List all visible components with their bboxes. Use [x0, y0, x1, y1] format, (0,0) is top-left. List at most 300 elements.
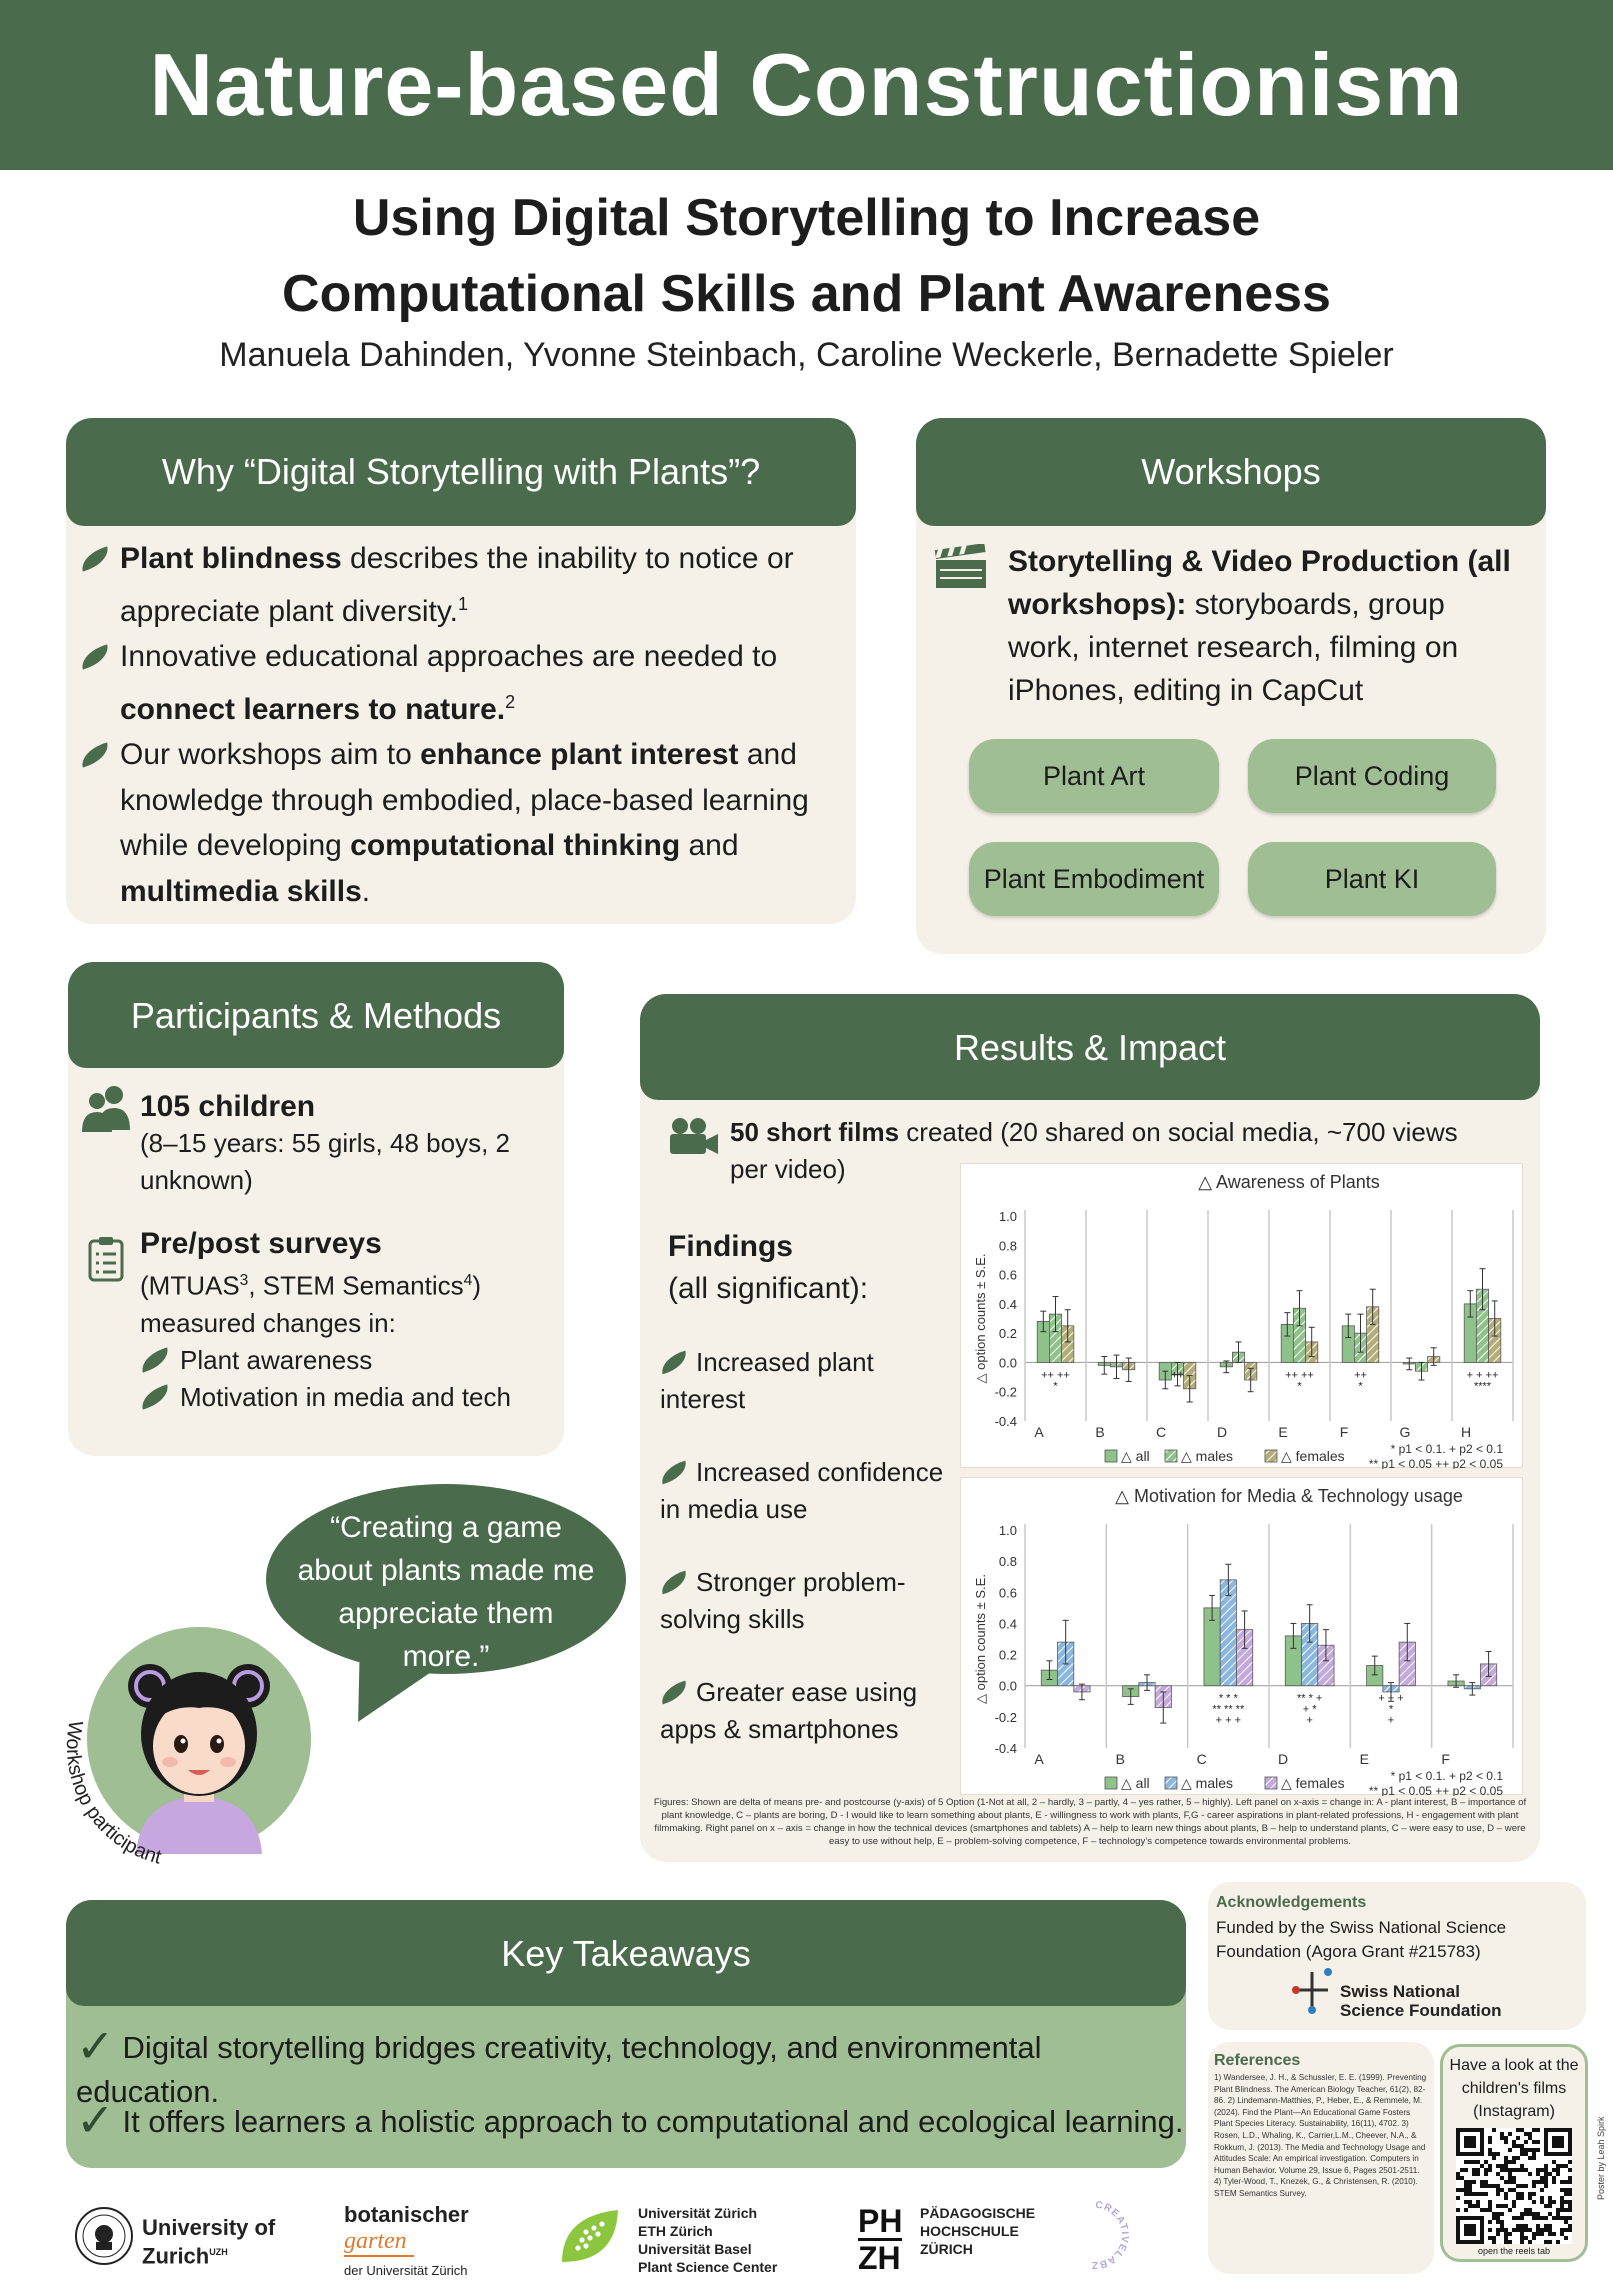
why-bullets	[78, 536, 848, 914]
qr-module	[1524, 2236, 1528, 2240]
qr-module	[1568, 2200, 1572, 2204]
takeaways-title: Key Takeaways	[501, 1933, 751, 1974]
qr-module	[1544, 2224, 1548, 2228]
qr-module	[1512, 2144, 1516, 2148]
x-tick-label: D	[1277, 1751, 1289, 1767]
qr-module	[1524, 2132, 1528, 2136]
clipboard-icon	[88, 1236, 124, 1282]
qr-module	[1520, 2196, 1524, 2200]
snsf-logo-icon	[1290, 1968, 1334, 2014]
figure-caption: Figures: Shown are delta of means pre- and postcourse (y-axis) of 5 Option (1-Not at all, 2 – hardly, 3 – partly, 4 – yes rather, 5 – highly). Left panel on x-axis = change in: A - plant interest, B – importance of plant knowledge, C – plants are boring, D - I would like to learn something about plants, E - willingness to work with plants, F,G - career aspirations in plant-related professions, H - engagement with plant filmmaking. Right panel on x – axis = change in how the technical devices (smartphones and tablets) A – help to learn new things about plants, B – help to understand plants, C – were easy to use, D – were easy to use without help, E – problem-solving competence, F – technology’s competence towards environmental problems.	[653, 1797, 1527, 1847]
qr-module	[1488, 2228, 1492, 2232]
qr-module	[1472, 2180, 1476, 2184]
qr-module	[1472, 2160, 1476, 2164]
qr-module	[1532, 2236, 1536, 2240]
leaf-icon	[78, 546, 112, 571]
qr-module	[1564, 2180, 1568, 2184]
qr-module	[1504, 2140, 1508, 2144]
ack-title: Acknowledgements	[1216, 1894, 1367, 1911]
x-tick-label: C	[1155, 1424, 1167, 1440]
qr-module	[1552, 2232, 1556, 2236]
qr-module	[1536, 2224, 1540, 2228]
x-tick-label: A	[1034, 1424, 1044, 1440]
qr-module	[1564, 2228, 1568, 2232]
significance-marker: ** ** **	[1212, 1703, 1245, 1716]
chart-title: △ Awareness of Plants	[1198, 1172, 1380, 1192]
y-tick-label: 0.2	[998, 1647, 1017, 1663]
qr-module	[1528, 2148, 1532, 2152]
legend-label: △ all	[1121, 1775, 1150, 1791]
qr-module	[1500, 2224, 1504, 2228]
qr-module	[1568, 2188, 1572, 2192]
qr-module	[1504, 2168, 1508, 2172]
x-tick-label: B	[1115, 1751, 1126, 1767]
creativelabz-text: CREATIVELABZ	[1090, 2200, 1130, 2270]
qr-module	[1496, 2172, 1500, 2176]
checkmark-icon: ✓	[76, 2020, 115, 2072]
why-header	[66, 418, 856, 526]
qr-module	[1568, 2180, 1572, 2184]
qr-module	[1464, 2168, 1468, 2172]
qr-module	[1504, 2180, 1508, 2184]
qr-module	[1516, 2196, 1520, 2200]
qr-module	[1524, 2208, 1528, 2212]
qr-module	[1512, 2180, 1516, 2184]
qr-module	[1484, 2172, 1488, 2176]
qr-module	[1536, 2172, 1540, 2176]
qr-module	[1560, 2164, 1564, 2168]
qr-module	[1492, 2236, 1496, 2240]
children-count: 105 children	[140, 1090, 316, 1123]
y-tick-label: -0.2	[994, 1384, 1017, 1400]
qr-module	[1504, 2204, 1508, 2208]
qr-module	[1460, 2168, 1464, 2172]
qr-module	[1560, 2228, 1564, 2232]
qr-module	[1564, 2188, 1568, 2192]
qr-module	[1512, 2188, 1516, 2192]
qr-module	[1548, 2240, 1552, 2244]
qr-module	[1512, 2168, 1516, 2172]
qr-module	[1560, 2180, 1564, 2184]
y-tick-label: 0.8	[998, 1238, 1017, 1254]
qr-module	[1564, 2200, 1568, 2204]
qr-module	[1492, 2156, 1496, 2160]
qr-module	[1468, 2200, 1472, 2204]
qr-module	[1520, 2236, 1524, 2240]
legend-swatch	[1265, 1450, 1277, 1462]
qr-module	[1532, 2148, 1536, 2152]
qr-module	[1568, 2216, 1572, 2220]
qr-module	[1508, 2188, 1512, 2192]
qr-module	[1476, 2160, 1480, 2164]
qr-module	[1528, 2228, 1532, 2232]
qr-module	[1456, 2172, 1460, 2176]
qr-module	[1520, 2128, 1524, 2132]
qr-module	[1456, 2176, 1460, 2180]
legend-label: △ females	[1281, 1775, 1345, 1791]
takeaways-header	[66, 1900, 1186, 2006]
qr-module	[1544, 2184, 1548, 2188]
qr-module	[1508, 2208, 1512, 2212]
qr-module	[1520, 2144, 1524, 2148]
qr-module	[1528, 2196, 1532, 2200]
qr-module	[1480, 2192, 1484, 2196]
significance-marker: *	[1297, 1380, 1302, 1393]
qr-module	[1556, 2212, 1560, 2216]
qr-module	[1568, 2168, 1572, 2172]
y-tick-label: 0.8	[998, 1554, 1017, 1570]
qr-module	[1548, 2228, 1552, 2232]
qr-module	[1468, 2204, 1472, 2208]
takeaway-1: ✓ Digital storytelling bridges creativity, technology, and environmental education.	[76, 2020, 1042, 2109]
poster-title: Nature-based Constructionism	[149, 35, 1464, 134]
qr-module	[1488, 2164, 1492, 2168]
qr-module	[1480, 2184, 1484, 2188]
qr-module	[1484, 2192, 1488, 2196]
qr-module	[1488, 2148, 1492, 2152]
qr-module	[1512, 2204, 1516, 2208]
qr-module	[1496, 2204, 1500, 2208]
qr-module	[1524, 2224, 1528, 2228]
qr-module	[1500, 2164, 1504, 2168]
qr-module	[1464, 2188, 1468, 2192]
qr-module	[1480, 2164, 1484, 2168]
qr-module	[1508, 2168, 1512, 2172]
qr-module	[1460, 2176, 1464, 2180]
qr-module	[1556, 2240, 1560, 2244]
qr-code[interactable]	[1456, 2128, 1572, 2244]
qr-module	[1496, 2220, 1500, 2224]
qr-module	[1556, 2216, 1560, 2220]
plant-science-center-logo-icon	[556, 2202, 630, 2276]
qr-module	[1540, 2188, 1544, 2192]
legend-swatch	[1165, 1777, 1177, 1789]
x-tick-label: B	[1095, 1424, 1105, 1440]
plant-science-center-text: Universität Zürich ETH Zürich Universität Basel Plant Science Center	[638, 2205, 778, 2275]
qr-module	[1500, 2176, 1504, 2180]
qr-module	[1524, 2168, 1528, 2172]
x-tick-label: F	[1339, 1424, 1349, 1440]
qr-module	[1544, 2164, 1548, 2168]
qr-module	[1512, 2160, 1516, 2164]
qr-module	[1544, 2172, 1548, 2176]
qr-module	[1552, 2216, 1556, 2220]
qr-module	[1488, 2140, 1492, 2144]
qr-module	[1532, 2184, 1536, 2188]
qr-module	[1484, 2168, 1488, 2172]
qr-module	[1464, 2200, 1468, 2204]
qr-module	[1488, 2136, 1492, 2140]
qr-module	[1532, 2140, 1536, 2144]
qr-module	[1492, 2152, 1496, 2156]
measured-item-1: Plant awareness	[140, 1342, 560, 1379]
qr-module	[1504, 2164, 1508, 2168]
qr-module	[1472, 2168, 1476, 2172]
y-tick-label: 0.4	[998, 1296, 1017, 1312]
qr-module	[1500, 2212, 1504, 2216]
qr-module	[1484, 2180, 1488, 2184]
legend-note: * p1 < 0.1. + p2 < 0.1	[1390, 1442, 1503, 1456]
qr-module	[1548, 2232, 1552, 2236]
qr-module	[1532, 2156, 1536, 2160]
significance-marker: *	[1358, 1380, 1363, 1393]
legend-note: ** p1 < 0.05 ++ p2 < 0.05	[1368, 1457, 1503, 1469]
why-bullet-1: Plant blindness describes the inability to notice or appreciate plant diversity.$^1$	[78, 536, 848, 634]
qr-module	[1560, 2216, 1564, 2220]
y-tick-label: 0.2	[998, 1326, 1017, 1342]
awareness-chart-svg	[961, 1164, 1524, 1469]
legend-note: ** p1 < 0.05 ++ p2 < 0.05	[1368, 1784, 1503, 1796]
qr-module	[1540, 2180, 1544, 2184]
leaf-icon	[658, 1351, 689, 1375]
significance-marker: + *	[1302, 1703, 1317, 1716]
quote-text: “Creating a game about plants made me appreciate them more.”	[297, 1511, 595, 1673]
qr-module	[1532, 2192, 1536, 2196]
qr-module	[1504, 2156, 1508, 2160]
qr-module	[1544, 2176, 1548, 2180]
qr-module	[1504, 2160, 1508, 2164]
qr-module	[1560, 2188, 1564, 2192]
y-tick-label: 0.0	[998, 1355, 1017, 1371]
finding-1: Increased plant interest	[660, 1347, 874, 1414]
qr-module	[1540, 2228, 1544, 2232]
qr-module	[1564, 2236, 1568, 2240]
x-tick-label: G	[1399, 1424, 1411, 1440]
quote-attribution-arc	[52, 1690, 212, 1890]
qr-module	[1540, 2200, 1544, 2204]
significance-marker: ++	[1354, 1369, 1367, 1382]
qr-module	[1468, 2188, 1472, 2192]
qr-module	[1564, 2164, 1568, 2168]
qr-finder-core	[1464, 2136, 1476, 2148]
qr-module	[1468, 2192, 1472, 2196]
pill-plant-coding: Plant Coding	[1248, 739, 1496, 813]
qr-module	[1512, 2156, 1516, 2160]
phzh-logo-mark: PH ZH	[858, 2203, 903, 2276]
y-tick-label: -0.4	[994, 1414, 1017, 1429]
pill-plant-ki: Plant KI	[1248, 842, 1496, 916]
measured-item-2: Motivation in media and tech	[140, 1379, 560, 1416]
qr-module	[1504, 2192, 1508, 2196]
qr-module	[1492, 2128, 1496, 2132]
subtitle-line-2: Computational Skills and Plant Awareness	[282, 265, 1331, 323]
qr-module	[1544, 2240, 1548, 2244]
leaf-icon	[78, 644, 112, 669]
qr-module	[1456, 2188, 1460, 2192]
significance-marker: + + +	[1378, 1692, 1404, 1705]
qr-module	[1548, 2224, 1552, 2228]
qr-module	[1488, 2152, 1492, 2156]
qr-module	[1540, 2216, 1544, 2220]
qr-module	[1468, 2180, 1472, 2184]
qr-module	[1520, 2164, 1524, 2168]
qr-module	[1496, 2216, 1500, 2220]
leaf-icon	[138, 1347, 172, 1372]
qr-module	[1484, 2184, 1488, 2188]
surveys-detail: (MTUAS$^3$, STEM Semantics$^4$)	[140, 1270, 481, 1301]
y-tick-label: -0.2	[994, 1709, 1017, 1725]
qr-module	[1552, 2176, 1556, 2180]
qr-module	[1484, 2160, 1488, 2164]
y-tick-label: 1.0	[998, 1209, 1017, 1224]
significance-marker: ++ ++	[1041, 1369, 1070, 1382]
subtitle-line-1: Using Digital Storytelling to Increase	[352, 189, 1261, 247]
qr-module	[1464, 2160, 1468, 2164]
qr-module	[1508, 2160, 1512, 2164]
qr-module	[1524, 2212, 1528, 2216]
qr-module	[1488, 2208, 1492, 2212]
qr-module	[1520, 2192, 1524, 2196]
significance-marker: + + +	[1215, 1714, 1242, 1727]
significance-marker: *	[1053, 1380, 1058, 1393]
qr-module	[1468, 2184, 1472, 2188]
significance-marker: ****	[1473, 1380, 1492, 1393]
qr-module	[1528, 2172, 1532, 2176]
workshops-title: Workshops	[1141, 451, 1321, 492]
legend-label: △ females	[1281, 1448, 1345, 1464]
why-bullet-2: Innovative educational approaches are needed to connect learners to nature.$^2$	[78, 634, 848, 732]
qr-module	[1528, 2136, 1532, 2140]
qr-module	[1516, 2224, 1520, 2228]
qr-module	[1532, 2128, 1536, 2132]
leaf-icon	[138, 1384, 172, 1409]
qr-module	[1496, 2228, 1500, 2232]
participants-text	[140, 1088, 560, 1416]
qr-module	[1560, 2200, 1564, 2204]
qr-module	[1496, 2184, 1500, 2188]
poster-subtitle	[0, 180, 1613, 332]
qr-module	[1548, 2204, 1552, 2208]
qr-module	[1488, 2184, 1492, 2188]
qr-module	[1532, 2232, 1536, 2236]
qr-module	[1464, 2192, 1468, 2196]
results-title: Results & Impact	[953, 1027, 1227, 1068]
qr-module	[1532, 2152, 1536, 2156]
qr-module	[1496, 2188, 1500, 2192]
x-tick-label: H	[1460, 1424, 1472, 1440]
qr-module	[1500, 2168, 1504, 2172]
qr-module	[1516, 2156, 1520, 2160]
qr-module	[1556, 2164, 1560, 2168]
qr-module	[1492, 2212, 1496, 2216]
qr-finder-core	[1464, 2224, 1476, 2236]
qr-module	[1508, 2240, 1512, 2244]
leaf-icon	[658, 1571, 689, 1595]
findings-heading: Findings (all significant):	[668, 1230, 869, 1305]
qr-module	[1456, 2196, 1460, 2200]
qr-module	[1520, 2216, 1524, 2220]
significance-marker: +	[1306, 1714, 1313, 1727]
qr-module	[1540, 2232, 1544, 2236]
qr-module	[1540, 2168, 1544, 2172]
leaf-icon	[658, 1681, 689, 1705]
qr-module	[1496, 2192, 1500, 2196]
qr-module	[1544, 2228, 1548, 2232]
pill-plant-embodiment: Plant Embodiment	[969, 842, 1219, 916]
significance-marker: +	[1387, 1714, 1395, 1727]
qr-module	[1524, 2228, 1528, 2232]
significance-marker: + + ++	[1466, 1369, 1499, 1382]
qr-module	[1508, 2176, 1512, 2180]
surveys-label: Pre/post surveys	[140, 1227, 382, 1260]
title-bar	[0, 0, 1613, 170]
legend-swatch	[1105, 1450, 1117, 1462]
qr-module	[1556, 2172, 1560, 2176]
qr-module	[1564, 2216, 1568, 2220]
qr-module	[1488, 2168, 1492, 2172]
qr-module	[1548, 2196, 1552, 2200]
qr-module	[1516, 2192, 1520, 2196]
takeaway-2: ✓ It offers learners a holistic approach to computational and ecological learning.	[76, 2094, 1184, 2146]
qr-module	[1536, 2168, 1540, 2172]
legend-label: △ males	[1181, 1775, 1234, 1791]
qr-module	[1564, 2192, 1568, 2196]
qr-module	[1484, 2208, 1488, 2212]
poster-credit: Poster by Leah Spirk	[1596, 2116, 1606, 2200]
clapperboard-icon	[934, 544, 988, 590]
qr-module	[1540, 2196, 1544, 2200]
qr-module	[1492, 2184, 1496, 2188]
qr-module	[1516, 2184, 1520, 2188]
authors: Manuela Dahinden, Yvonne Steinbach, Caroline Weckerle, Bernadette Spieler	[219, 336, 1394, 374]
qr-module	[1516, 2228, 1520, 2232]
qr-module	[1476, 2204, 1480, 2208]
qr-module	[1524, 2140, 1528, 2144]
results-header	[640, 994, 1540, 1100]
qr-module	[1528, 2192, 1532, 2196]
legend-label: △ all	[1121, 1448, 1150, 1464]
svg-text:CREATIVELABZ	[1091, 2200, 1130, 2270]
qr-module	[1548, 2172, 1552, 2176]
qr-module	[1560, 2232, 1564, 2236]
qr-module	[1520, 2240, 1524, 2244]
qr-finder-core	[1552, 2136, 1564, 2148]
qr-module	[1508, 2232, 1512, 2236]
qr-module	[1548, 2212, 1552, 2216]
qr-module	[1488, 2236, 1492, 2240]
qr-module	[1536, 2228, 1540, 2232]
qr-module	[1496, 2232, 1500, 2236]
video-camera-icon	[668, 1116, 720, 1156]
qr-module	[1504, 2196, 1508, 2200]
qr-module	[1564, 2220, 1568, 2224]
y-tick-label: 0.0	[998, 1678, 1017, 1694]
ack-text: Funded by the Swiss National Science Foundation (Agora Grant #215783)	[1216, 1918, 1507, 1961]
qr-module	[1528, 2156, 1532, 2160]
qr-module	[1568, 2204, 1572, 2208]
qr-module	[1532, 2200, 1536, 2204]
awareness-chart	[960, 1163, 1523, 1468]
motivation-chart	[960, 1477, 1523, 1795]
qr-module	[1536, 2216, 1540, 2220]
qr-module	[1464, 2208, 1468, 2212]
qr-module	[1516, 2216, 1520, 2220]
qr-module	[1532, 2180, 1536, 2184]
qr-module	[1508, 2148, 1512, 2152]
qr-module	[1520, 2212, 1524, 2216]
y-axis-label: △ option counts ± S.E.	[973, 1574, 988, 1704]
qr-module	[1552, 2200, 1556, 2204]
x-tick-label: E	[1278, 1424, 1288, 1440]
qr-tab-label: open the reels tab	[1477, 2246, 1551, 2256]
qr-module	[1488, 2204, 1492, 2208]
y-tick-label: 0.6	[998, 1267, 1017, 1283]
qr-module	[1532, 2212, 1536, 2216]
qr-module	[1504, 2232, 1508, 2236]
qr-module	[1536, 2212, 1540, 2216]
qr-module	[1520, 2224, 1524, 2228]
qr-module	[1544, 2168, 1548, 2172]
